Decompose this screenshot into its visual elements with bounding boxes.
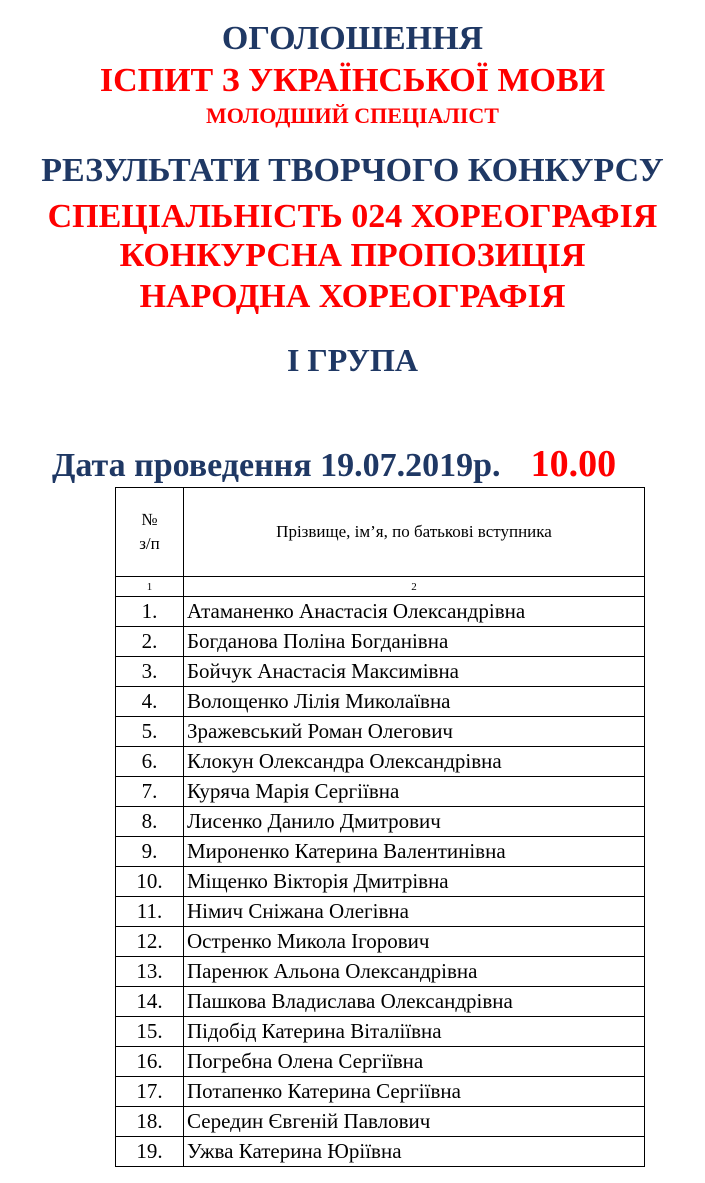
table-row bbox=[116, 747, 645, 777]
announcement-title: ОГОЛОШЕННЯ bbox=[221, 20, 484, 57]
table-row bbox=[116, 927, 645, 957]
table-row bbox=[116, 837, 645, 867]
group-title: І ГРУПА bbox=[286, 342, 419, 378]
applicant-name: Паренюк Альона Олександрівна bbox=[184, 957, 645, 987]
applicant-name: Пашкова Владислава Олександрівна bbox=[184, 987, 645, 1017]
applicant-name: Підобід Катерина Віталіївна bbox=[184, 1017, 645, 1047]
applicant-name: Середин Євгеній Павлович bbox=[184, 1107, 645, 1137]
applicant-name: Ужва Катерина Юріївна bbox=[184, 1137, 645, 1167]
applicants-table bbox=[115, 487, 645, 1167]
row-number: 3. bbox=[116, 657, 184, 687]
exam-date: Дата проведення 19.07.2019р. bbox=[52, 447, 501, 484]
row-number: 8. bbox=[116, 807, 184, 837]
applicant-name: Атаманенко Анастасія Олександрівна bbox=[184, 597, 645, 627]
row-number: 1. bbox=[116, 597, 184, 627]
table-row bbox=[116, 777, 645, 807]
program-title: НАРОДНА ХОРЕОГРАФІЯ bbox=[139, 278, 566, 315]
row-number: 16. bbox=[116, 1047, 184, 1077]
applicant-name: Німич Сніжана Олегівна bbox=[184, 897, 645, 927]
table-row bbox=[116, 657, 645, 687]
table-body bbox=[116, 597, 645, 1167]
applicant-name: Богданова Поліна Богданівна bbox=[184, 627, 645, 657]
table-row bbox=[116, 1137, 645, 1167]
row-number: 7. bbox=[116, 777, 184, 807]
row-number: 15. bbox=[116, 1017, 184, 1047]
table-row bbox=[116, 1077, 645, 1107]
row-number: 14. bbox=[116, 987, 184, 1017]
applicant-name: Бойчук Анастасія Максимівна bbox=[184, 657, 645, 687]
exam-time: 10.00 bbox=[530, 443, 617, 485]
row-number: 4. bbox=[116, 687, 184, 717]
results-title: РЕЗУЛЬТАТИ ТВОРЧОГО КОНКУРСУ bbox=[41, 152, 664, 189]
table-row bbox=[116, 597, 645, 627]
table-row bbox=[116, 1017, 645, 1047]
applicant-name: Зражевський Роман Олегович bbox=[184, 717, 645, 747]
exam-title: ІСПИТ З УКРАЇНСЬКОЇ МОВИ bbox=[99, 62, 606, 99]
number-column-index: 1 bbox=[116, 577, 184, 597]
name-column-header: Прізвище, ім’я, по батькові вступника bbox=[184, 488, 645, 577]
table-row bbox=[116, 897, 645, 927]
applicant-name: Волощенко Лілія Миколаївна bbox=[184, 687, 645, 717]
number-header-abbr: з/п bbox=[139, 534, 160, 553]
applicant-name: Лисенко Данило Дмитрович bbox=[184, 807, 645, 837]
row-number: 9. bbox=[116, 837, 184, 867]
offer-title: КОНКУРСНА ПРОПОЗИЦІЯ bbox=[119, 237, 586, 274]
table-row bbox=[116, 867, 645, 897]
row-number: 19. bbox=[116, 1137, 184, 1167]
row-number: 13. bbox=[116, 957, 184, 987]
column-index-row bbox=[116, 577, 645, 597]
number-header-symbol: № bbox=[141, 510, 158, 529]
applicant-name: Потапенко Катерина Сергіївна bbox=[184, 1077, 645, 1107]
applicant-name: Остренко Микола Ігорович bbox=[184, 927, 645, 957]
row-number: 10. bbox=[116, 867, 184, 897]
row-number: 2. bbox=[116, 627, 184, 657]
table-row bbox=[116, 807, 645, 837]
applicant-name: Міщенко Вікторія Дмитрівна bbox=[184, 867, 645, 897]
table-row bbox=[116, 1047, 645, 1077]
applicant-name: Клокун Олександра Олександрівна bbox=[184, 747, 645, 777]
name-column-index: 2 bbox=[184, 577, 645, 597]
table-row bbox=[116, 627, 645, 657]
exam-date-line bbox=[52, 442, 616, 486]
number-column-header bbox=[116, 488, 184, 577]
row-number: 12. bbox=[116, 927, 184, 957]
education-level: МОЛОДШИЙ СПЕЦІАЛІСТ bbox=[206, 103, 499, 128]
table-row bbox=[116, 987, 645, 1017]
row-number: 11. bbox=[116, 897, 184, 927]
applicant-name: Мироненко Катерина Валентинівна bbox=[184, 837, 645, 867]
table-row bbox=[116, 1107, 645, 1137]
specialty-title: СПЕЦІАЛЬНІСТЬ 024 ХОРЕОГРАФІЯ bbox=[47, 198, 658, 235]
row-number: 5. bbox=[116, 717, 184, 747]
table-row bbox=[116, 717, 645, 747]
applicant-name: Погребна Олена Сергіївна bbox=[184, 1047, 645, 1077]
table-header-row bbox=[116, 488, 645, 577]
table-row bbox=[116, 687, 645, 717]
row-number: 17. bbox=[116, 1077, 184, 1107]
applicant-name: Куряча Марія Сергіївна bbox=[184, 777, 645, 807]
row-number: 18. bbox=[116, 1107, 184, 1137]
row-number: 6. bbox=[116, 747, 184, 777]
table-row bbox=[116, 957, 645, 987]
